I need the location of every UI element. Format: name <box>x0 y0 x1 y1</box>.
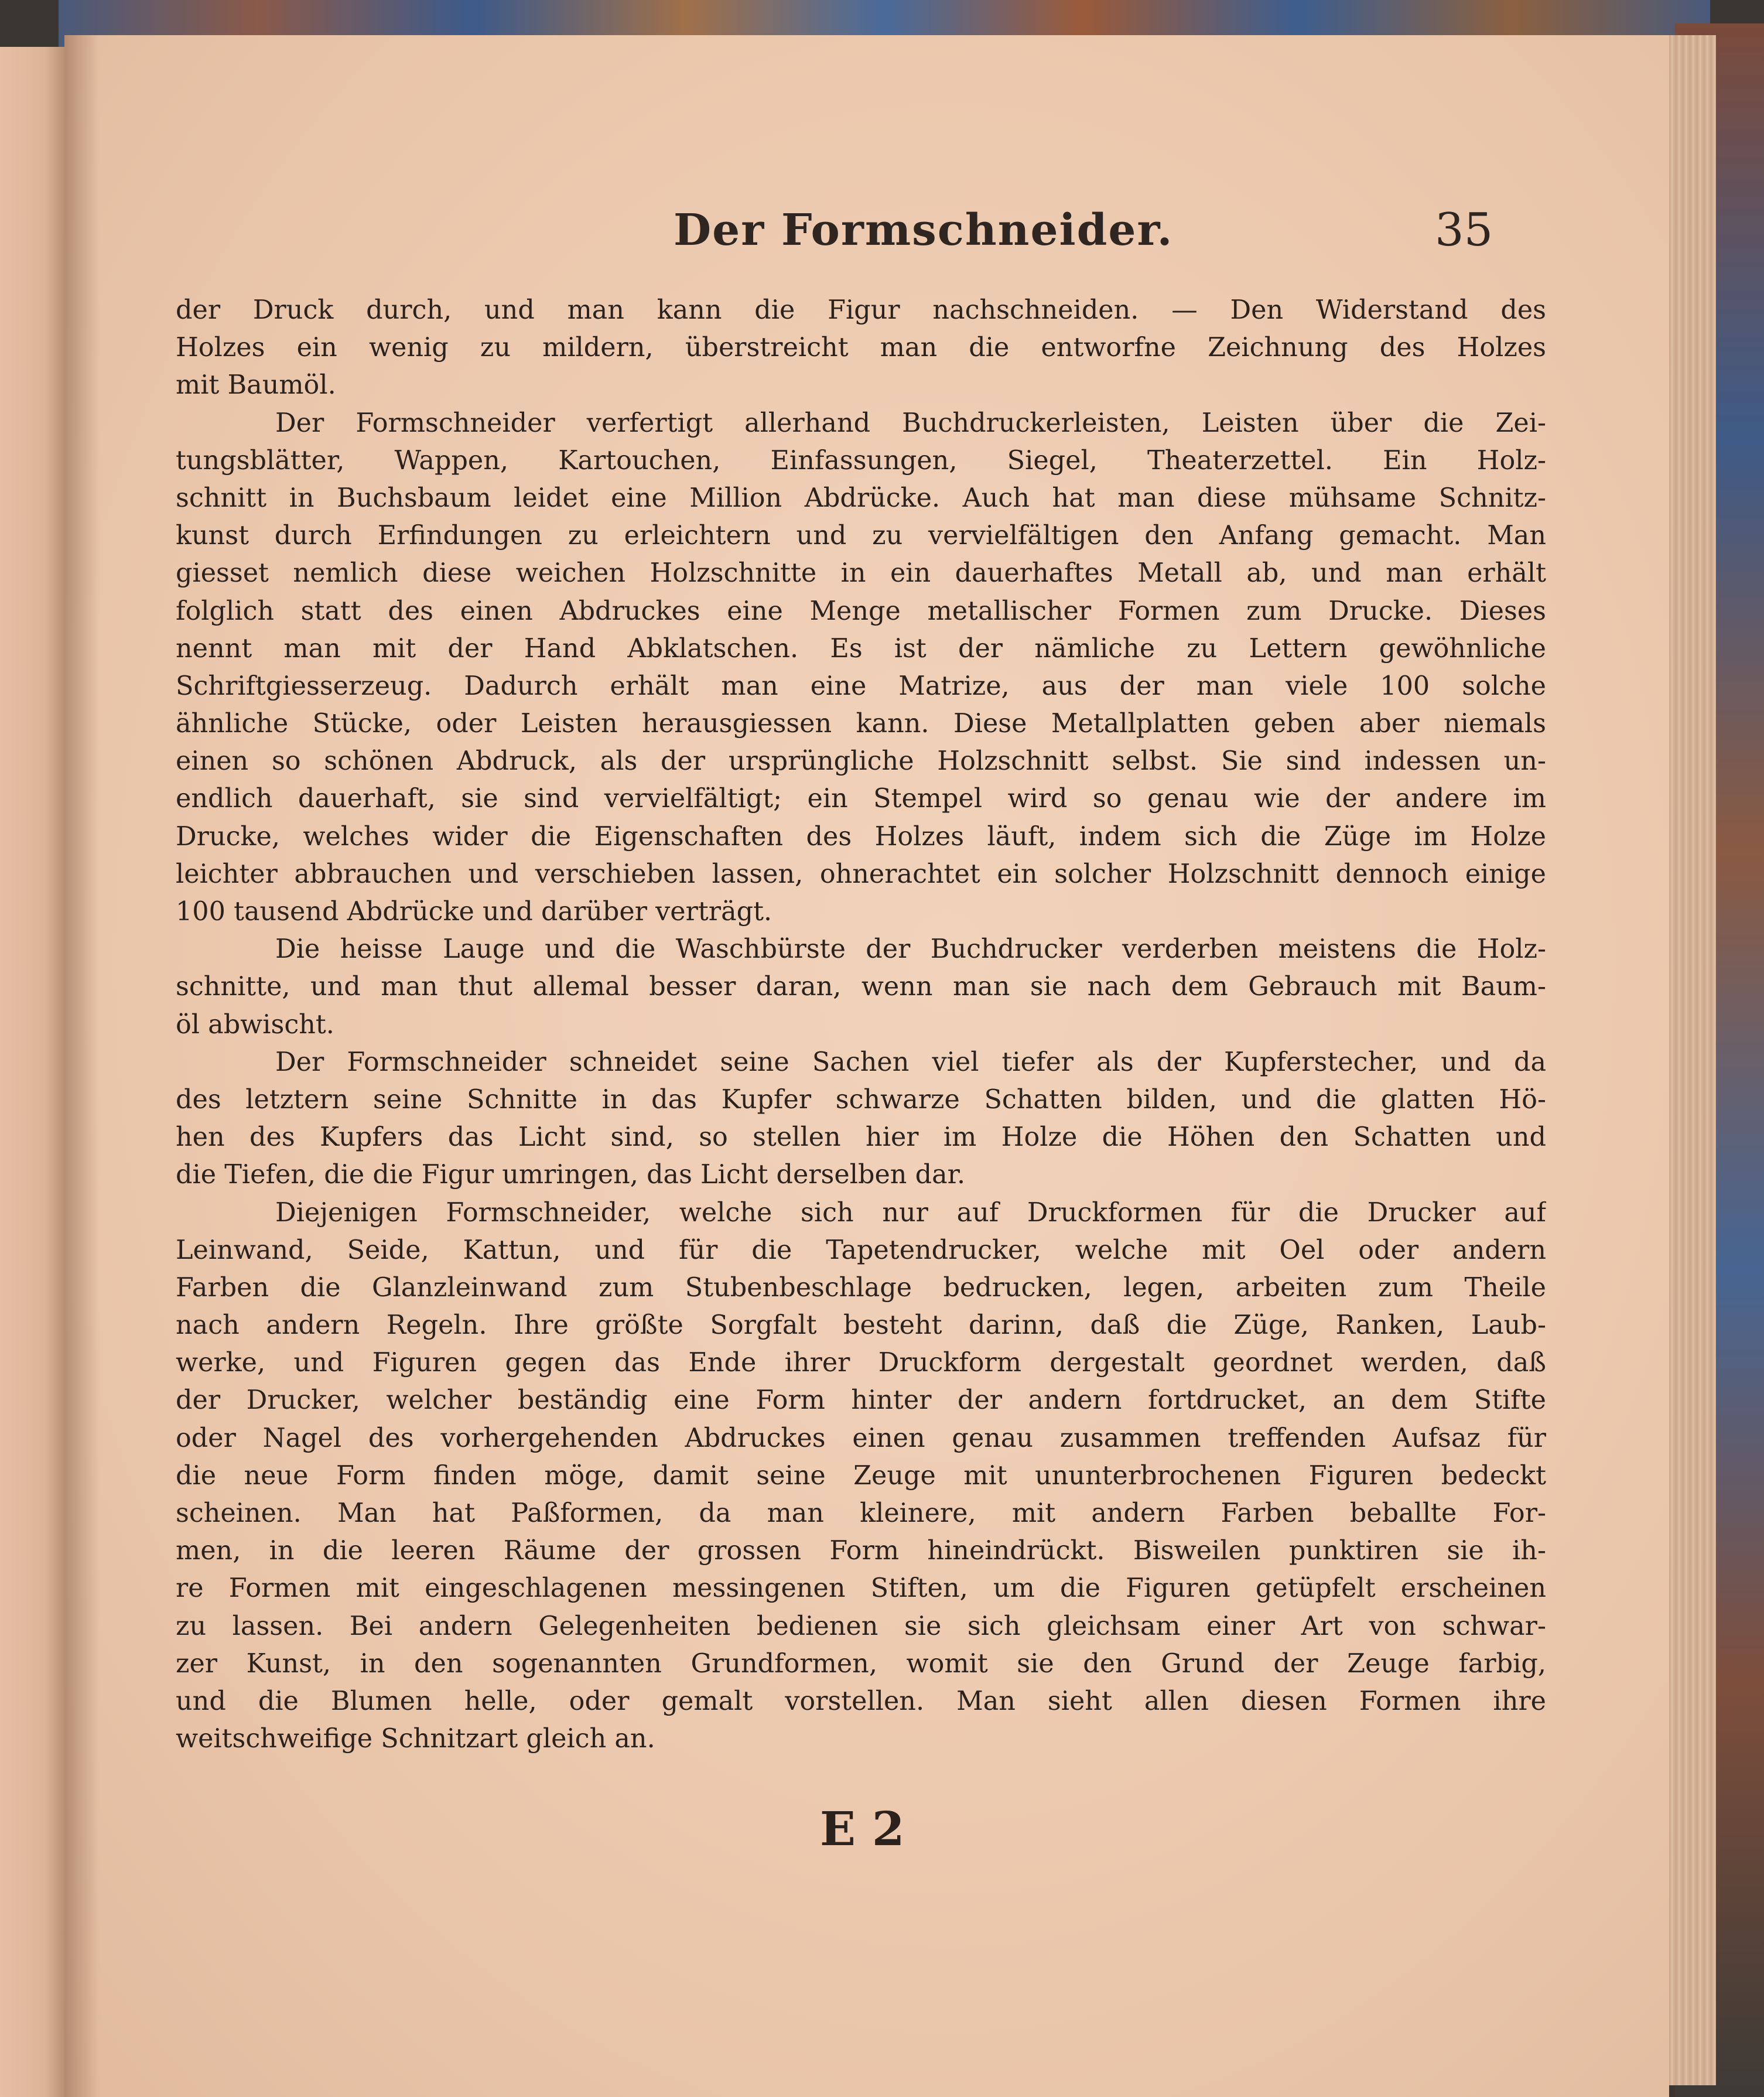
text-line: der Druck durch, und man kann die Figur nachschneiden. — Den Widerstand des <box>176 295 1546 325</box>
text-line: scheinen. Man hat Paßformen, da man kleinere, mit andern Farben beballte For- <box>176 1498 1546 1528</box>
text-line: die Tiefen, die die Figur umringen, das Licht derselben dar. <box>176 1160 966 1190</box>
text-line: ähnliche Stücke, oder Leisten herausgiessen kann. Diese Metallplatten geben aber niemals <box>176 709 1546 739</box>
text-line: folglich statt des einen Abdruckes eine Menge metallischer Formen zum Drucke. Dieses <box>176 596 1546 626</box>
text-line: werke, und Figuren gegen das Ende ihrer Druckform dergestalt geordnet werden, daß <box>176 1348 1546 1378</box>
text-line: giesset nemlich diese weichen Holzschnitte in ein dauerhaftes Metall ab, und man erhält <box>176 558 1546 589</box>
text-line: Diejenigen Formschneider, welche sich nur auf Druckformen für die Drucker auf <box>275 1197 1546 1228</box>
text-line: weitschweifige Schnitzart gleich an. <box>176 1724 655 1754</box>
text-line: Leinwand, Seide, Kattun, und für die Tapetendrucker, welche mit Oel oder andern <box>176 1235 1546 1265</box>
text-line: einen so schönen Abdruck, als der ursprüngliche Holzschnitt selbst. Sie sind indessen un- <box>176 746 1546 777</box>
text-line: Schriftgiesserzeug. Dadurch erhält man eine Matrize, aus der man viele 100 solche <box>176 671 1546 701</box>
page-number: 35 <box>1435 204 1493 257</box>
text-line: Drucke, welches wider die Eigenschaften des Holzes läuft, indem sich die Züge im Holze <box>176 821 1546 852</box>
body-text <box>176 292 1546 1758</box>
text-line: Holzes ein wenig zu mildern, überstreicht man die entworfne Zeichnung des Holzes <box>176 333 1546 363</box>
text-line: des letztern seine Schnitte in das Kupfer schwarze Schatten bilden, und die glatten Hö- <box>176 1084 1546 1115</box>
text-line: 100 tausend Abdrücke und darüber verträgt. <box>176 897 772 927</box>
text-line: men, in die leeren Räume der grossen Form hineindrückt. Bisweilen punktiren sie ih- <box>176 1536 1546 1566</box>
gutter-shadow <box>64 35 100 2097</box>
text-line: schnitte, und man thut allemal besser daran, wenn man sie nach dem Gebrauch mit Baum- <box>176 972 1546 1002</box>
text-line: zu lassen. Bei andern Gelegenheiten bedienen sie sich gleichsam einer Art von schwar- <box>176 1611 1546 1641</box>
text-line: re Formen mit eingeschlagenen messingenen Stiften, um die Figuren getüpfelt erscheinen <box>176 1573 1546 1604</box>
text-line: Farben die Glanzleinwand zum Stubenbeschlage bedrucken, legen, arbeiten zum Theile <box>176 1272 1546 1303</box>
text-line: zer Kunst, in den sogenannten Grundformen, womit sie den Grund der Zeuge farbig, <box>176 1648 1546 1679</box>
text-line: die neue Form finden möge, damit seine Zeuge mit ununterbrochenen Figuren bedeckt <box>176 1460 1546 1491</box>
text-line: leichter abbrauchen und verschieben lassen, ohnerachtet ein solcher Holzschnitt dennoch einige <box>176 859 1546 889</box>
signature-mark: E 2 <box>820 1801 905 1856</box>
text-line: und die Blumen helle, oder gemalt vorstellen. Man sieht allen diesen Formen ihre <box>176 1686 1546 1716</box>
text-line: kunst durch Erfindungen zu erleichtern und zu vervielfältigen den Anfang gemacht. Man <box>176 521 1546 551</box>
text-line: nennt man mit der Hand Abklatschen. Es ist der nämliche zu Lettern gewöhnliche <box>176 633 1546 664</box>
text-line: mit Baumöl. <box>176 370 336 401</box>
text-line: hen des Kupfers das Licht sind, so stellen hier im Holze die Höhen den Schatten und <box>176 1122 1546 1153</box>
text-line: Der Formschneider verfertigt allerhand Buchdruckerleisten, Leisten über die Zei- <box>275 408 1546 438</box>
text-line: der Drucker, welcher beständig eine Form hinter der andern fortdrucket, an dem Stifte <box>176 1385 1546 1416</box>
running-head: Der Formschneider. <box>674 205 1174 255</box>
text-line: oder Nagel des vorhergehenden Abdruckes einen genau zusammen treffenden Aufsaz für <box>176 1423 1546 1453</box>
text-line: Die heisse Lauge und die Waschbürste der Buchdrucker verderben meistens die Holz- <box>275 934 1546 965</box>
left-page-margin <box>0 47 64 2097</box>
text-line: tungsblätter, Wappen, Kartouchen, Einfassungen, Siegel, Theaterzettel. Ein Holz- <box>176 445 1546 476</box>
text-line: öl abwischt. <box>176 1009 334 1040</box>
text-line: schnitt in Buchsbaum leidet eine Million Abdrücke. Auch hat man diese mühsame Schnitz- <box>176 483 1546 513</box>
text-line: endlich dauerhaft, sie sind vervielfältigt; ein Stempel wird so genau wie der andere im <box>176 784 1546 814</box>
text-line: nach andern Regeln. Ihre größte Sorgfalt besteht darinn, daß die Züge, Ranken, Laub- <box>176 1310 1546 1341</box>
text-line: Der Formschneider schneidet seine Sachen viel tiefer als der Kupferstecher, und da <box>275 1047 1546 1077</box>
